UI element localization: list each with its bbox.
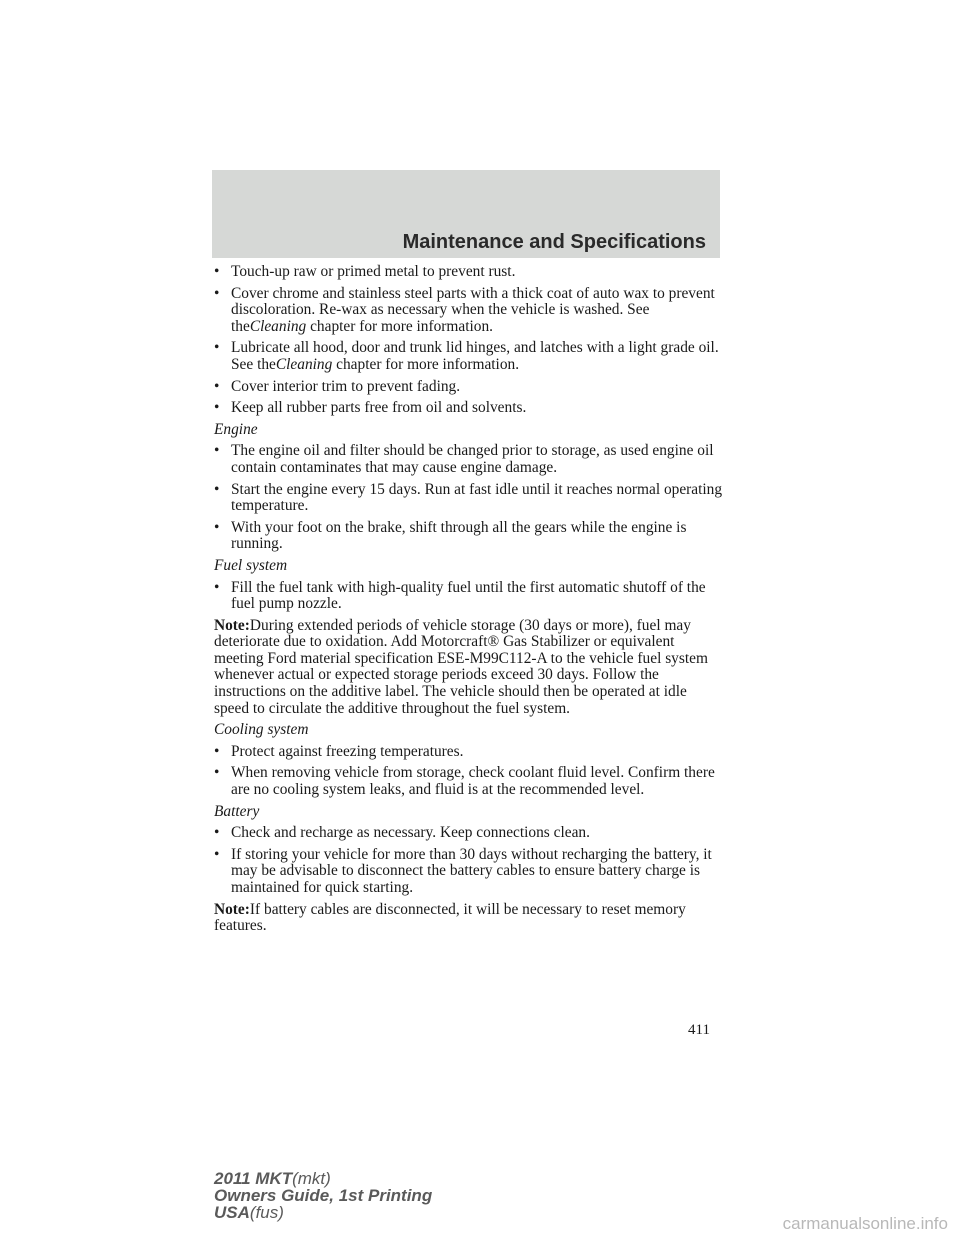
note-label: Note: [214, 900, 250, 918]
list-item [214, 825, 724, 842]
page-number: 411 [688, 1022, 710, 1038]
list-item-text: The engine oil and filter should be changed prior to storage, as used engine oil contain contaminates that may cause engine damage. [231, 442, 714, 476]
note-text: If battery cables are disconnected, it will be necessary to reset memory features. [214, 900, 686, 935]
list-item-text: With your foot on the brake, shift through all the gears while the engine is running. [231, 518, 687, 553]
list-item-text: Cover chrome and stainless steel parts with a thick coat of auto wax to prevent discoloration. Re-wax as necessary when the vehicle is washed. See the [231, 284, 715, 335]
list-item [214, 340, 724, 373]
bullet-icon: • [214, 518, 220, 536]
page-title: Maintenance and Specifications [402, 231, 706, 253]
list-item-text: chapter for more information. [332, 355, 520, 373]
list-item-text: chapter for more information. [306, 317, 494, 335]
list-item [214, 580, 724, 613]
footer-model-code: (mkt) [292, 1169, 331, 1188]
list-item [214, 482, 724, 515]
header-band [212, 170, 720, 258]
bullet-icon: • [214, 764, 220, 782]
list-item-text: Keep all rubber parts free from oil and solvents. [231, 399, 527, 417]
note-label: Note: [214, 616, 250, 634]
list-item-text: If storing your vehicle for more than 30 days without recharging the battery, it may be advisable to disconnect the battery cables to ensure battery charge is maintained for quick starting. [231, 845, 712, 896]
list-item [214, 286, 724, 336]
list-item-text: Fill the fuel tank with high-quality fuel until the first automatic shutoff of the fuel pump nozzle. [231, 578, 706, 613]
watermark: carmanualsonline.info [782, 1214, 948, 1233]
list-item-text: When removing vehicle from storage, check coolant fluid level. Confirm there are no cooling system leaks, and fluid is at the recommended level. [231, 764, 715, 799]
footer-line-region [214, 1204, 432, 1221]
list-item [214, 379, 724, 396]
section-heading-cooling-system: Cooling system [214, 721, 309, 739]
note-paragraph [214, 902, 724, 935]
bullet-icon: • [214, 442, 220, 460]
bullet-icon: • [214, 845, 220, 863]
chapter-reference: Cleaning [249, 317, 307, 335]
note-text: During extended periods of vehicle storage (30 days or more), fuel may deteriorate due to oxidation. Add Motorcraft® Gas Stabilizer or equivalent meeting Ford material specification ESE-M99C112-A to the vehicle fuel system whenever actual or expected storage periods exceed 30 days. Follow the instructions on the additive label. The vehicle should then be operated at idle speed to circulate the additive throughout the fuel system. [214, 616, 708, 717]
section-heading-battery: Battery [214, 802, 260, 820]
chapter-reference: Cleaning [275, 355, 333, 373]
bullet-icon: • [214, 399, 220, 417]
list-item-text: Start the engine every 15 days. Run at fast idle until it reaches normal operating temperature. [231, 480, 723, 515]
bullet-icon: • [214, 339, 220, 357]
footer-region-code: (fus) [249, 1203, 284, 1222]
bullet-icon: • [214, 480, 220, 498]
bullet-icon: • [214, 824, 220, 842]
bullet-icon: • [214, 578, 220, 596]
list-item-text: Protect against freezing temperatures. [231, 742, 464, 760]
footer [214, 1170, 432, 1221]
bullet-icon: • [214, 377, 220, 395]
list-item-text: Cover interior trim to prevent fading. [231, 377, 461, 395]
list-item [214, 264, 724, 281]
bullet-icon: • [214, 263, 220, 280]
footer-line-model [214, 1170, 432, 1187]
footer-model: 2011 MKT [214, 1169, 293, 1188]
list-item [214, 744, 724, 761]
section-heading-fuel-system: Fuel system [214, 556, 288, 574]
list-item-text: Check and recharge as necessary. Keep connections clean. [231, 824, 590, 842]
page-content [214, 264, 724, 940]
footer-line-guide [214, 1187, 432, 1204]
bullet-icon: • [214, 284, 220, 302]
list-item-text: Lubricate all hood, door and trunk lid hinges, and latches with a light grade oil. See the [231, 339, 719, 373]
footer-guide: Owners Guide, 1st Printing [214, 1186, 433, 1205]
list-item [214, 765, 724, 798]
list-item [214, 520, 724, 553]
note-paragraph [214, 618, 724, 718]
list-item [214, 847, 724, 897]
footer-region: USA [214, 1203, 250, 1222]
section-heading-engine: Engine [214, 420, 258, 438]
bullet-icon: • [214, 742, 220, 760]
list-item-text: Touch-up raw or primed metal to prevent rust. [231, 263, 516, 280]
list-item [214, 443, 724, 476]
list-item [214, 400, 724, 417]
